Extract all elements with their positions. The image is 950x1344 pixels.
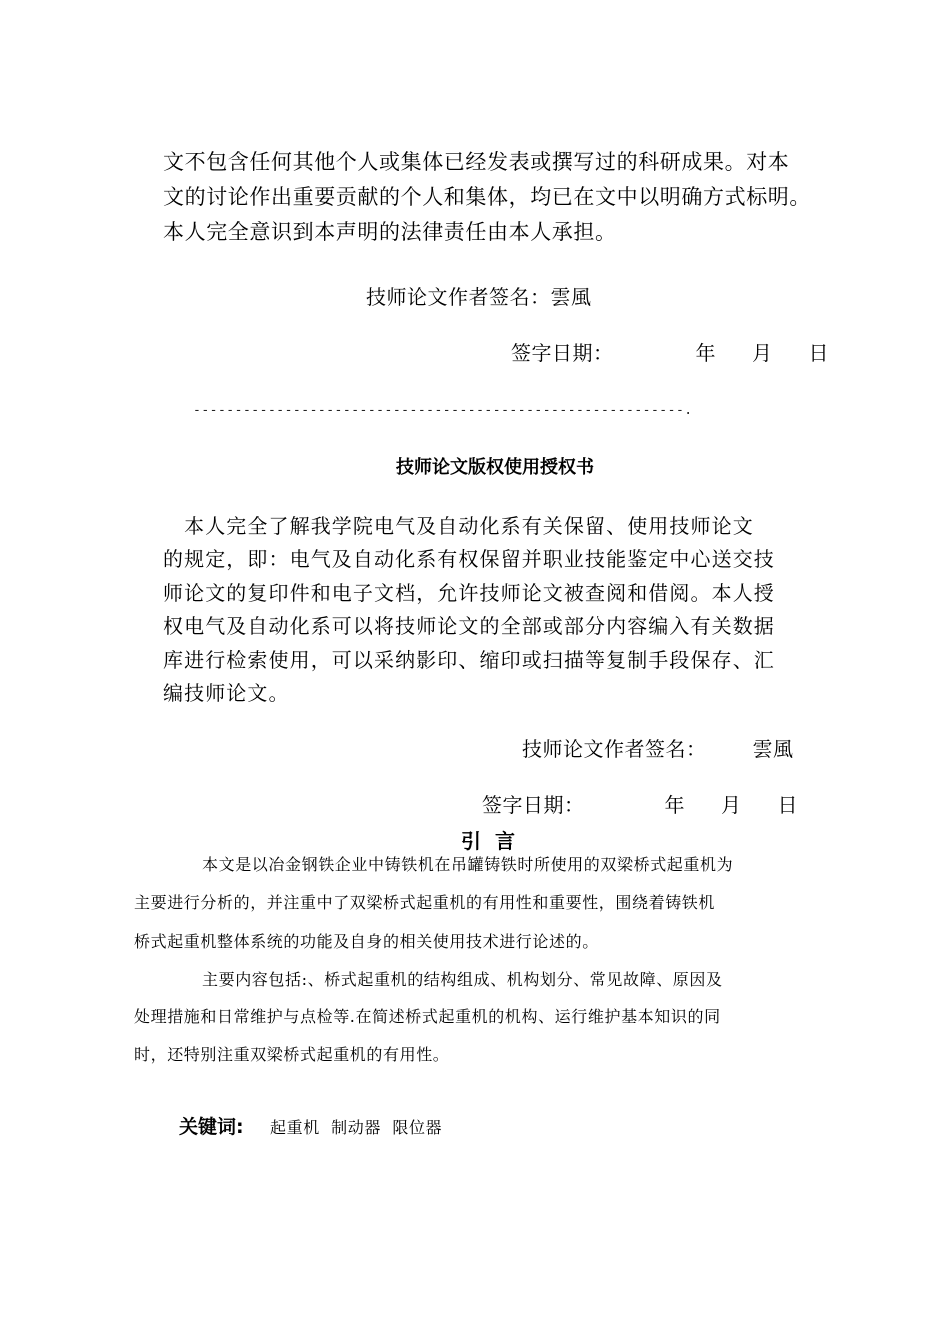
date-day: 日 [777, 793, 798, 817]
authorization-line: 本人完全了解我学院电气及自动化系有关保留、使用技师论文 [163, 514, 754, 538]
keywords-items: 起重机 制动器 限位器 [270, 1118, 443, 1137]
authorization-title: 技师论文版权使用授权书 [396, 457, 594, 478]
keywords-label: 关键词: [179, 1116, 244, 1138]
declaration-line: 本人完全意识到本声明的法律责任由本人承担。 [163, 220, 617, 244]
declaration-signature: 技师论文作者签名：雲風 [366, 285, 592, 309]
date-year: 年 [695, 341, 716, 365]
date-month: 月 [721, 793, 742, 817]
date-day: 日 [808, 341, 829, 365]
date-label: 签字日期： [482, 793, 585, 817]
authorization-line: 编技师论文。 [163, 681, 290, 705]
authorization-line: 库进行检索使用，可以采纳影印、缩印或扫描等复制手段保存、汇 [163, 648, 775, 672]
introduction-line: 主要进行分析的，并注重中了双梁桥式起重机的有用性和重要性，围绕着铸铁机 [134, 893, 716, 912]
declaration-date [511, 337, 829, 366]
date-label: 签字日期： [511, 341, 614, 365]
introduction-title: 引言 [461, 829, 529, 853]
introduction-line: 桥式起重机整体系统的功能及自身的相关使用技术进行论述的。 [134, 932, 599, 951]
declaration-line: 文不包含任何其他个人或集体已经发表或撰写过的科研成果。对本 [163, 150, 790, 174]
introduction-line: 主要内容包括:、桥式起重机的结构组成、机构划分、常见故障、原因及 [202, 970, 723, 989]
authorization-date [482, 789, 798, 818]
date-year: 年 [664, 793, 685, 817]
authorization-line: 权电气及自动化系可以将技师论文的全部或部分内容编入有关数据 [163, 614, 775, 638]
introduction-line: 本文是以冶金钢铁企业中铸铁机在吊罐铸铁时所使用的双梁桥式起重机为 [202, 855, 734, 874]
declaration-line: 文的讨论作出重要贡献的个人和集体，均已在文中以明确方式标明。 [163, 185, 811, 209]
separator-line: -----------------------------------------------------------. [193, 403, 693, 418]
authorization-signature [522, 733, 794, 762]
date-month: 月 [752, 341, 773, 365]
introduction-line: 处理措施和日常维护与点检等.在简述桥式起重机的机构、运行维护基本知识的同 [134, 1007, 721, 1026]
authorization-line: 的规定，即：电气及自动化系有权保留并职业技能鉴定中心送交技 [163, 547, 775, 571]
introduction-line: 时，还特别注重双梁桥式起重机的有用性。 [134, 1045, 450, 1064]
authorization-line: 师论文的复印件和电子文档，允许技师论文被查阅和借阅。本人授 [163, 581, 775, 605]
signature-name: 雲風 [752, 737, 794, 761]
signature-label: 技师论文作者签名： [522, 737, 707, 761]
